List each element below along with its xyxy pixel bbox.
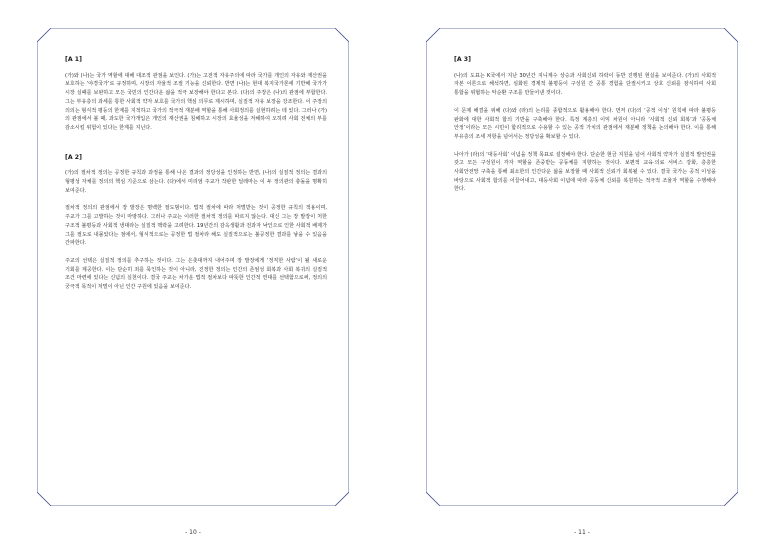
paragraph-a3-1: (나)의 도표는 K국에서 지난 30년간 지니계수 상승과 사회신뢰 하락이 동반 진행된 현실을 보여준다. (가)의 사회적 자본 이론으로 해석하면, 심화된 경제적 불평등이 구성원 간 공통 경험을 단절시키고 상호 신뢰를 잠식하여 사회 통합을 위협하는 악순환 구조를 만들어낸 것이다. [454, 72, 716, 97]
paragraph-a1-1: (가)와 (나)는 국가 역할에 대해 대조적 관점을 보인다. (가)는 고전적 자유주의에 따라 국가를 개인의 자유와 재산권을 보호하는 ‘야경국가’로 규정하며, 시장의 자율적 조절 기능을 신뢰한다. 반면 (나)는 현대 복지국가론에 기반해 국가가 시장 실패를 보완하고 모든 국민의 인간다운 삶을 적극 보장해야 한다고 본다. (다)의 주장은 (나)의 관점에 부합한다. 그는 부유층의 과세를 통한 사회적 약자 보호를 국가의 핵심 의무로 제시하며, 실질적 자유 보장을 강조한다. 이 주장의 의의는 형식적 평등의 한계를 지적하고 국가의 적극적 재분배 역할을 통해 사회정의를 실현하려는 데 있다. 그러나 (가)의 관점에서 볼 때, 과도한 국가개입은 개인의 재산권을 침해하고 시장의 효율성을 저해하여 오히려 사회 전체의 부를 감소시킬 위험이 있다는 한계를 지닌다. [65, 72, 327, 131]
paragraph-a3-3: 나아가 (라)의 ‘대등사회’ 이념을 정책 목표로 설정해야 한다. 단순한 현금 지원을 넘어 사회적 약자가 실질적 발언권을 갖고 모든 구성원이 각자 역할을 존중받는 공동체를 지향하는 것이다. 보편적 교육·의료 서비스 강화, 층층한 사회안전망 구축을 통해 최소한의 인간다운 삶을 보장할 때 사회적 신뢰가 회복될 수 있다. 결국 국가는 공적 이성을 바탕으로 사회적 합의를 이끌어내고, 대등사회 이념에 따라 공동체 신뢰를 복원하는 적극적 조율자 역할을 수행해야 한다. [454, 151, 716, 193]
right-page-content [454, 56, 716, 203]
paragraph-a2-2: 절차적 정의의 관점에서 장 발장은 명백한 절도범이다. 법적 절차에 따라 처벌받는 것이 공정한 규칙의 적용이며, 주교가 그를 고발하는 것이 마땅하다. 그러나 주교는 이러한 절차적 정의를 따르지 않는다. 대신 그는 장 발장이 처한 구조적 불평등과 사회적 냉대라는 실질적 맥락을 고려한다. 19년간의 감옥생활과 전과자 낙인으로 인한 사회적 배제가 그를 절도로 내몰았다는 점에서, 형식적으로는 공정한 법 절차라 해도 실질적으로는 불공정한 결과를 낳을 수 있음을 간파한다. [65, 205, 327, 247]
left-page-content [65, 56, 327, 301]
paragraph-a3-2: 이 문제 해결을 위해 (다)와 (라)의 논리를 종합적으로 활용해야 한다. 먼저 (다)의 ‘공적 이성’ 원칙에 따라 불평등 완화에 대한 사회적 합의 기반을 구축해야 한다. 특정 계층의 이익 차원이 아니라 ‘사회적 신뢰 회복’과 ‘공동체 안정’이라는 모든 시민이 합리적으로 수용할 수 있는 공적 가치의 관점에서 재분배 정책을 논의해야 한다. 이를 통해 부유층의 조세 저항을 넘어서는 정당성을 확보할 수 있다. [454, 107, 716, 140]
section-heading-a3: [A 3] [454, 56, 471, 63]
section-heading-a2: [A 2] [65, 153, 82, 161]
page-number-right: - 11 - [574, 529, 590, 536]
left-page [37, 28, 349, 506]
paragraph-a2-3: 주교의 선택은 실질적 정의를 추구하는 것이다. 그는 은촛대까지 내어주며 장 발장에게 ‘정직한 사람’이 될 새로운 기회를 제공한다. 이는 단순히 죄를 묵인하는 것이 아니라, 진정한 정의는 인간의 존엄성 회복과 사회 복귀의 실질적 조건 마련에 있다는 신념의 실천이다. 결국 주교는 차가운 법적 절차보다 따뜻한 인간적 연대를 선택함으로써, 정의의 궁극적 목적이 처벌이 아닌 인간 구원에 있음을 보여준다. [65, 257, 327, 291]
right-page [426, 28, 738, 506]
page-number-left: - 10 - [185, 529, 201, 536]
section-heading-a1: [A 1] [65, 56, 82, 63]
paragraph-a2-1: (가)의 절차적 정의는 공정한 규칙과 과정을 통해 나온 결과의 정당성을 인정하는 반면, (나)의 실질적 정의는 결과의 형평성 자체를 정의의 핵심 기준으로 삼는다. (다)에서 미리엄 주교가 작판한 딜레마는 이 두 정의관의 충돌을 명확히 보여준다. [65, 170, 327, 194]
